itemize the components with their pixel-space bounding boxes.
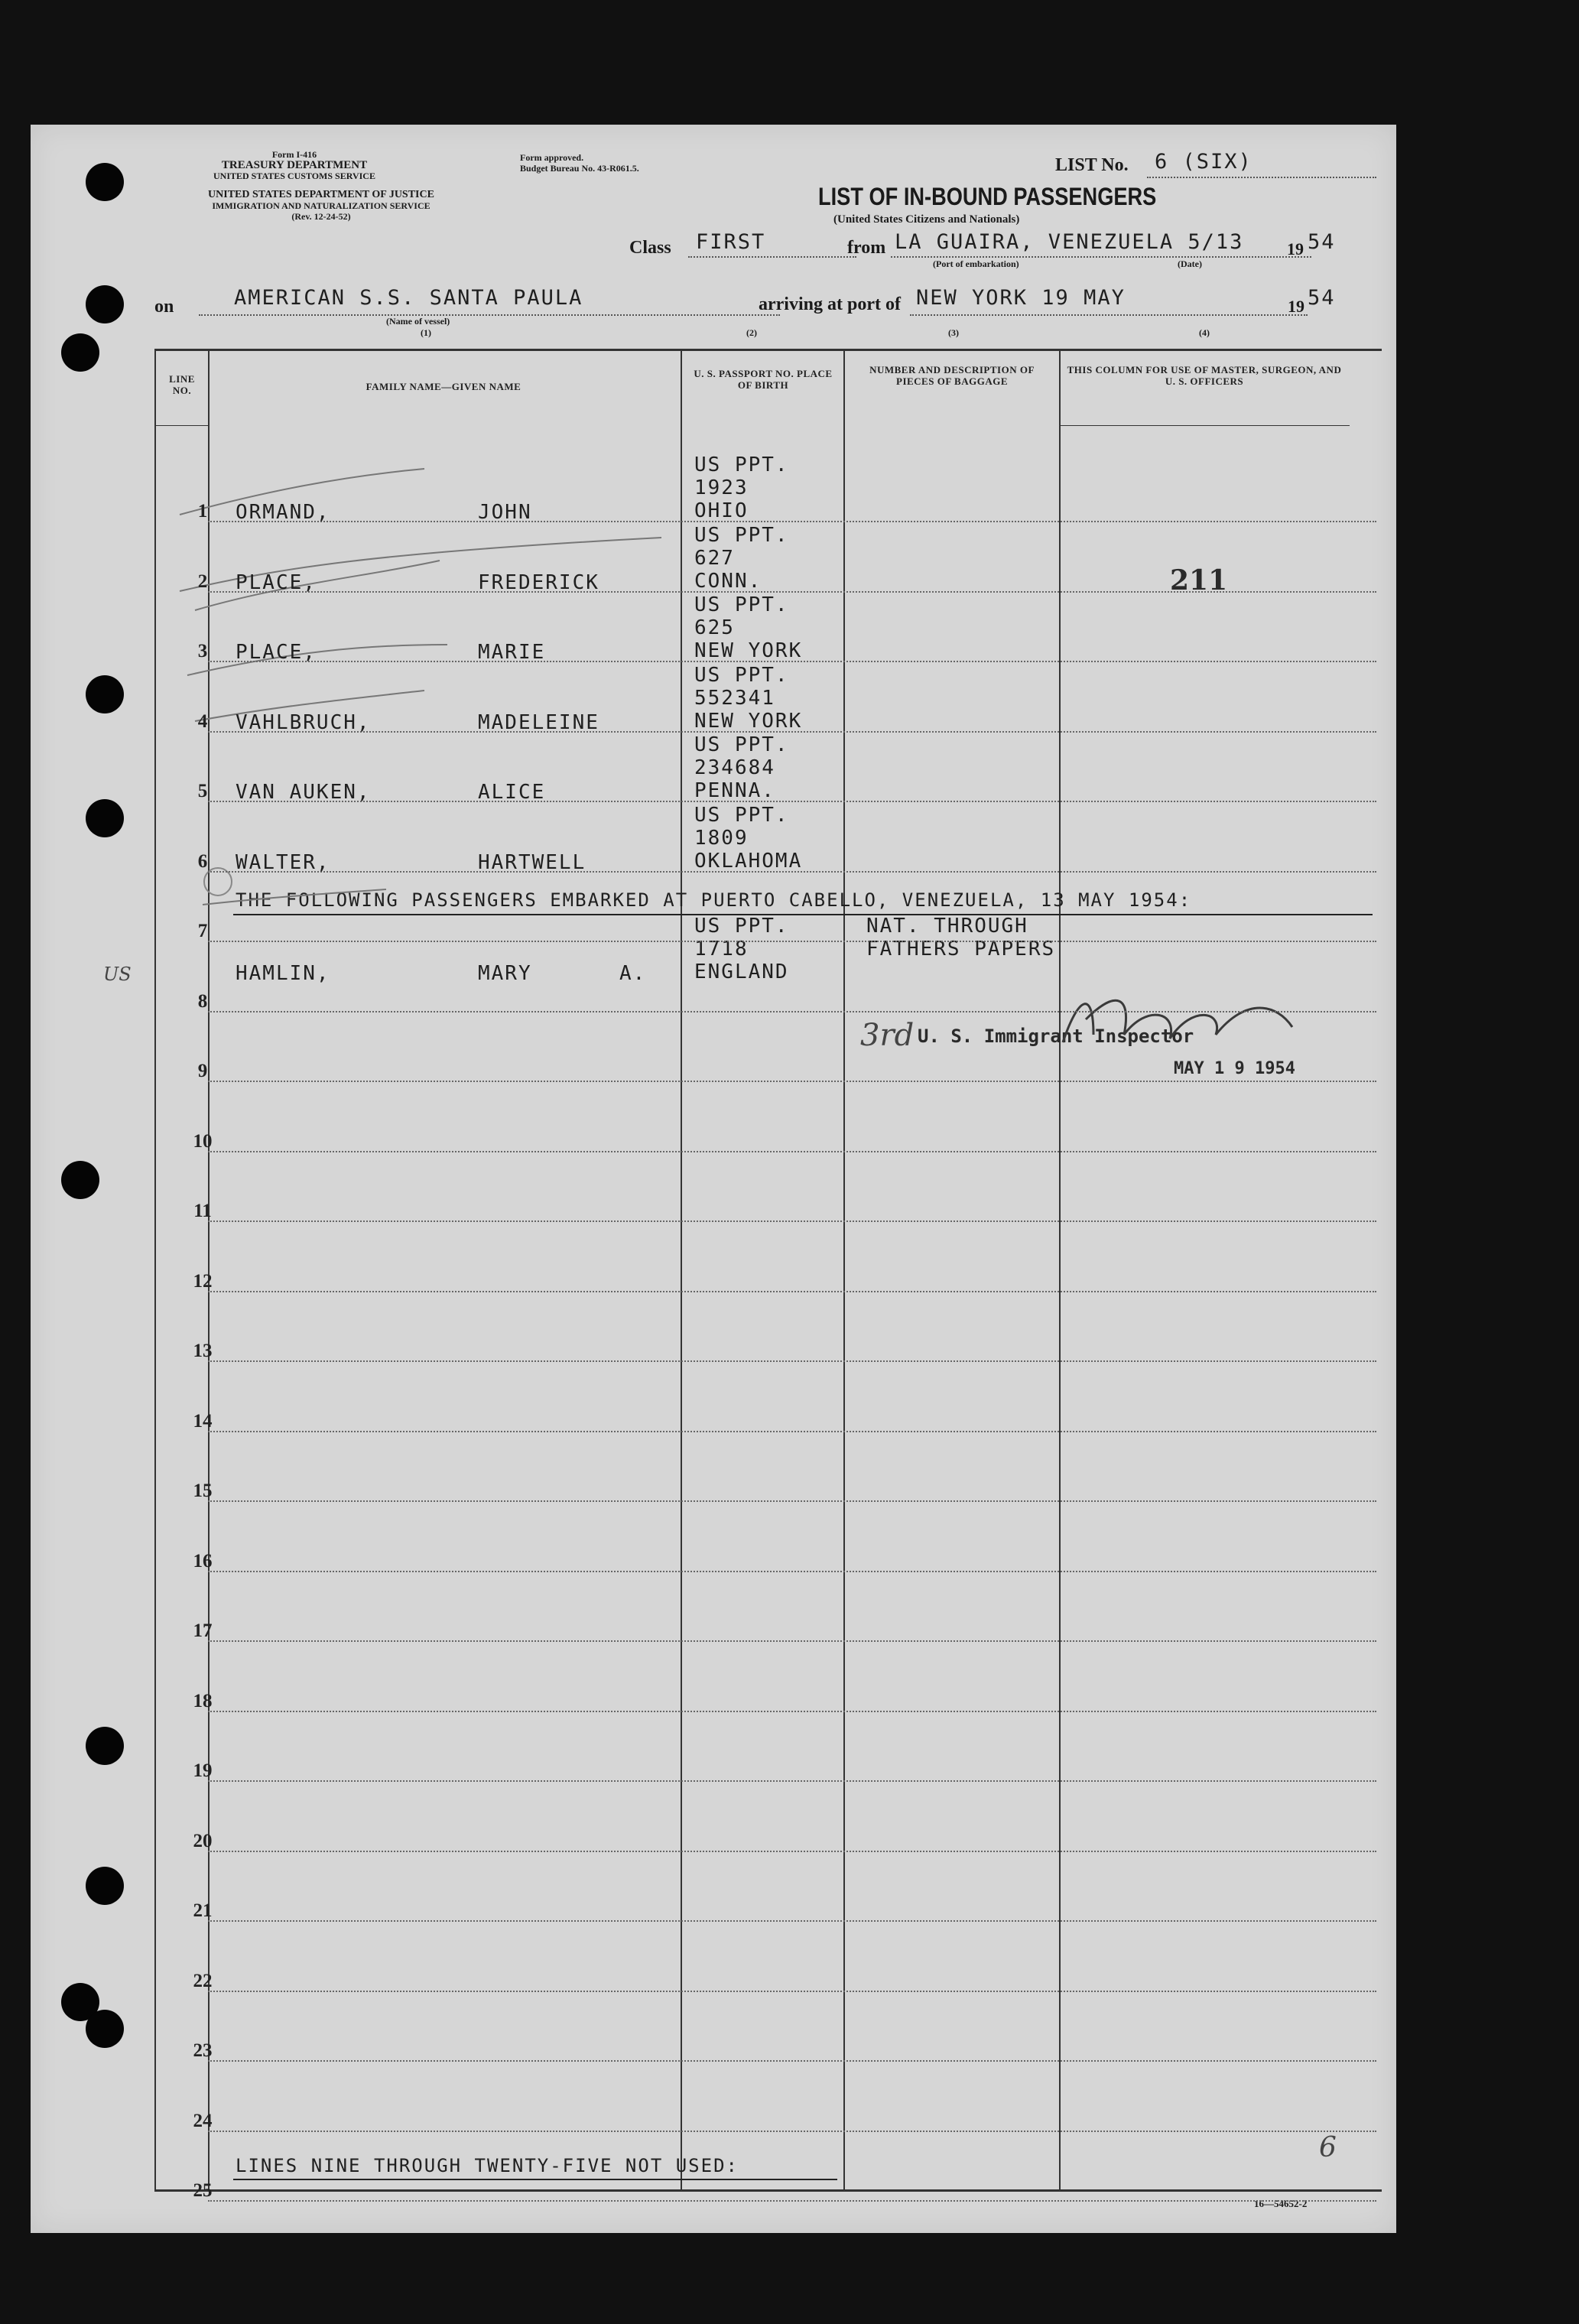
punch-hole — [86, 2010, 124, 2048]
row-rule — [208, 1500, 1376, 1502]
line-number: 6 — [197, 851, 208, 872]
vessel-name: AMERICAN S.S. SANTA PAULA — [234, 286, 583, 310]
line-number: 20 — [193, 1831, 213, 1851]
line7-note: THE FOLLOWING PASSENGERS EMBARKED AT PUERTO CABELLO, VENEZUELA, 13 MAY 1954: — [236, 889, 1192, 911]
pax-given-name: HARTWELL — [478, 851, 586, 874]
col-baggage: NUMBER AND DESCRIPTION OF PIECES OF BAGGAGE — [869, 364, 1035, 387]
row-rule — [208, 2060, 1376, 2062]
passenger-list-form — [31, 125, 1396, 2233]
pax-passport-label: US PPT. — [694, 804, 789, 827]
line-number: 8 — [197, 991, 208, 1012]
line-number: 21 — [193, 1900, 213, 1921]
line-number: 18 — [193, 1691, 213, 1711]
year-prefix-2: 19 — [1288, 297, 1304, 316]
punch-hole — [86, 675, 124, 713]
line-number: 22 — [193, 1971, 213, 1991]
line-number: 11 — [193, 1201, 212, 1221]
pax-passport-no: 234684 — [694, 756, 775, 779]
pax8-family: HAMLIN, — [236, 962, 330, 985]
punch-hole — [86, 163, 124, 201]
row-rule — [208, 591, 1376, 593]
list-no-label: LIST No. — [1055, 155, 1129, 175]
punch-hole — [86, 1867, 124, 1905]
punch-hole — [61, 1161, 99, 1199]
caption-2: (2) — [746, 327, 757, 338]
year-1: 54 — [1308, 230, 1336, 254]
row-rule — [208, 1571, 1376, 1572]
line-number: 12 — [193, 1271, 213, 1292]
row-rule — [208, 1920, 1376, 1922]
line-number: 17 — [193, 1620, 213, 1641]
line-number: 10 — [193, 1131, 213, 1152]
row-rule — [208, 1711, 1376, 1712]
page-mark: 6 — [1319, 2132, 1337, 2163]
caption-1: (1) — [421, 327, 431, 338]
pax-given-name: ALICE — [478, 781, 546, 804]
line-number: 19 — [193, 1760, 213, 1781]
pax-family-name: VAN AUKEN, — [236, 781, 371, 804]
line-number: 1 — [197, 501, 208, 522]
embarkation-port: LA GUAIRA, VENEZUELA 5/13 — [895, 230, 1244, 254]
arrival-port: NEW YORK 19 MAY — [916, 286, 1126, 310]
line-number: 2 — [197, 571, 208, 592]
pax-birth-place: CONN. — [694, 570, 762, 593]
pax-passport-no: 1923 — [694, 476, 749, 499]
inspector-stamp: U. S. Immigrant Inspector — [918, 1025, 1194, 1047]
row-rule — [208, 1291, 1376, 1292]
row-rule — [208, 1221, 1376, 1222]
justice-dept: UNITED STATES DEPARTMENT OF JUSTICE — [208, 189, 434, 200]
pax-birth-place: NEW YORK — [694, 639, 803, 662]
row-rule — [208, 1360, 1376, 1362]
ins-service: IMMIGRATION AND NATURALIZATION SERVICE — [212, 200, 430, 211]
pax-passport-no: 1809 — [694, 827, 749, 850]
margin-mark: US — [103, 964, 132, 985]
line-number: 13 — [193, 1341, 213, 1361]
inspector-date: MAY 1 9 1954 — [1174, 1059, 1295, 1078]
pax8-ppt: US PPT. — [694, 915, 789, 938]
row-rule — [208, 521, 1376, 522]
date-caption: (Date) — [1178, 258, 1202, 269]
pax8-baggage-1: NAT. THROUGH — [866, 915, 1028, 938]
caption-3: (3) — [948, 327, 959, 338]
row-rule — [208, 1991, 1376, 1992]
col-officers: THIS COLUMN FOR USE OF MASTER, SURGEON, AND U. S. OFFICERS — [1067, 364, 1342, 387]
punch-hole — [86, 285, 124, 323]
row-rule — [208, 1151, 1376, 1152]
pax8-birth: ENGLAND — [694, 960, 789, 983]
line-number: 7 — [197, 921, 208, 941]
year-prefix: 19 — [1287, 239, 1304, 258]
line-number: 24 — [193, 2111, 213, 2131]
budget-bureau: Budget Bureau No. 43-R061.5. — [520, 163, 639, 174]
pax8-ppt-no: 1718 — [694, 938, 749, 960]
row-rule — [208, 1640, 1376, 1642]
pax-passport-label: US PPT. — [694, 524, 789, 547]
line-number: 15 — [193, 1481, 213, 1501]
pax-passport-label: US PPT. — [694, 733, 789, 756]
line-number: 3 — [197, 641, 208, 661]
row-rule — [208, 1780, 1376, 1782]
class-label: Class — [629, 238, 671, 258]
row-rule — [208, 1431, 1376, 1432]
pax-passport-no: 627 — [694, 547, 735, 570]
punch-hole — [61, 333, 99, 372]
row-rule — [208, 1081, 1376, 1082]
pax-passport-no: 552341 — [694, 687, 775, 710]
col-line-no: LINE NO. — [169, 373, 195, 396]
officer-number: 211 — [1170, 564, 1228, 596]
port-caption: (Port of embarkation) — [933, 258, 1019, 269]
pax-passport-label: US PPT. — [694, 453, 789, 476]
year-2: 54 — [1308, 286, 1336, 310]
pax-family-name: PLACE, — [236, 571, 317, 594]
pax-birth-place: OHIO — [694, 499, 749, 522]
class-value: FIRST — [696, 230, 766, 254]
pax-family-name: ORMAND, — [236, 501, 330, 524]
form-subtitle: (United States Citizens and Nationals) — [833, 213, 1020, 226]
line-number: 4 — [197, 711, 208, 732]
pax-family-name: WALTER, — [236, 851, 330, 874]
pax-given-name: MADELEINE — [478, 711, 599, 734]
form-revision: (Rev. 12-24-52) — [291, 211, 351, 222]
line-number: 25 — [193, 2180, 213, 2201]
pax-birth-place: PENNA. — [694, 779, 775, 802]
on-label: on — [154, 297, 174, 317]
form-footer: 16—54652-2 — [1254, 2198, 1308, 2209]
pax-passport-label: US PPT. — [694, 664, 789, 687]
line-number: 16 — [193, 1551, 213, 1572]
arriving-label: arriving at port of — [759, 294, 901, 314]
pax-given-name: JOHN — [478, 501, 532, 524]
from-label: from — [847, 238, 886, 258]
pax-given-name: FREDERICK — [478, 571, 599, 594]
row-rule — [208, 1011, 1376, 1012]
pax-birth-place: NEW YORK — [694, 710, 803, 733]
pax-passport-label: US PPT. — [694, 593, 789, 616]
form-number: Form I-416 — [271, 149, 317, 160]
treasury-dept: TREASURY DEPARTMENT — [221, 159, 368, 171]
row-rule — [208, 2131, 1376, 2132]
inspector-signature — [1048, 981, 1308, 1065]
line-number: 5 — [197, 781, 208, 801]
punch-hole — [86, 799, 124, 837]
pax8-baggage-2: FATHERS PAPERS — [866, 938, 1056, 960]
line-number: 14 — [193, 1411, 213, 1432]
row-rule — [208, 941, 1376, 942]
caption-4: (4) — [1199, 327, 1210, 338]
pax-passport-no: 625 — [694, 616, 735, 639]
col-name: FAMILY NAME—GIVEN NAME — [366, 381, 521, 392]
pax8-given: MARY — [478, 962, 532, 985]
pax-family-name: PLACE, — [236, 641, 317, 664]
vessel-caption: (Name of vessel) — [386, 316, 450, 327]
line25-note: LINES NINE THROUGH TWENTY-FIVE NOT USED: — [236, 2155, 739, 2176]
form-approved: Form approved. — [520, 152, 584, 163]
pax-birth-place: OKLAHOMA — [694, 850, 803, 873]
list-no-value: 6 (SIX) — [1155, 150, 1252, 174]
row-rule — [208, 801, 1376, 802]
row-rule — [208, 2200, 1376, 2202]
line-number: 9 — [197, 1061, 208, 1081]
punch-hole — [86, 1727, 124, 1765]
handwritten-mark: 3rd — [860, 1018, 915, 1053]
customs-service: UNITED STATES CUSTOMS SERVICE — [213, 171, 375, 181]
row-rule — [208, 1851, 1376, 1852]
line-number: 23 — [193, 2040, 213, 2061]
col-passport: U. S. PASSPORT NO. PLACE OF BIRTH — [694, 368, 833, 391]
pax-given-name: MARIE — [478, 641, 546, 664]
pax-family-name: VAHLBRUCH, — [236, 711, 371, 734]
pax8-initial: A. — [619, 962, 647, 985]
form-title: LIST OF IN-BOUND PASSENGERS — [818, 183, 1157, 210]
